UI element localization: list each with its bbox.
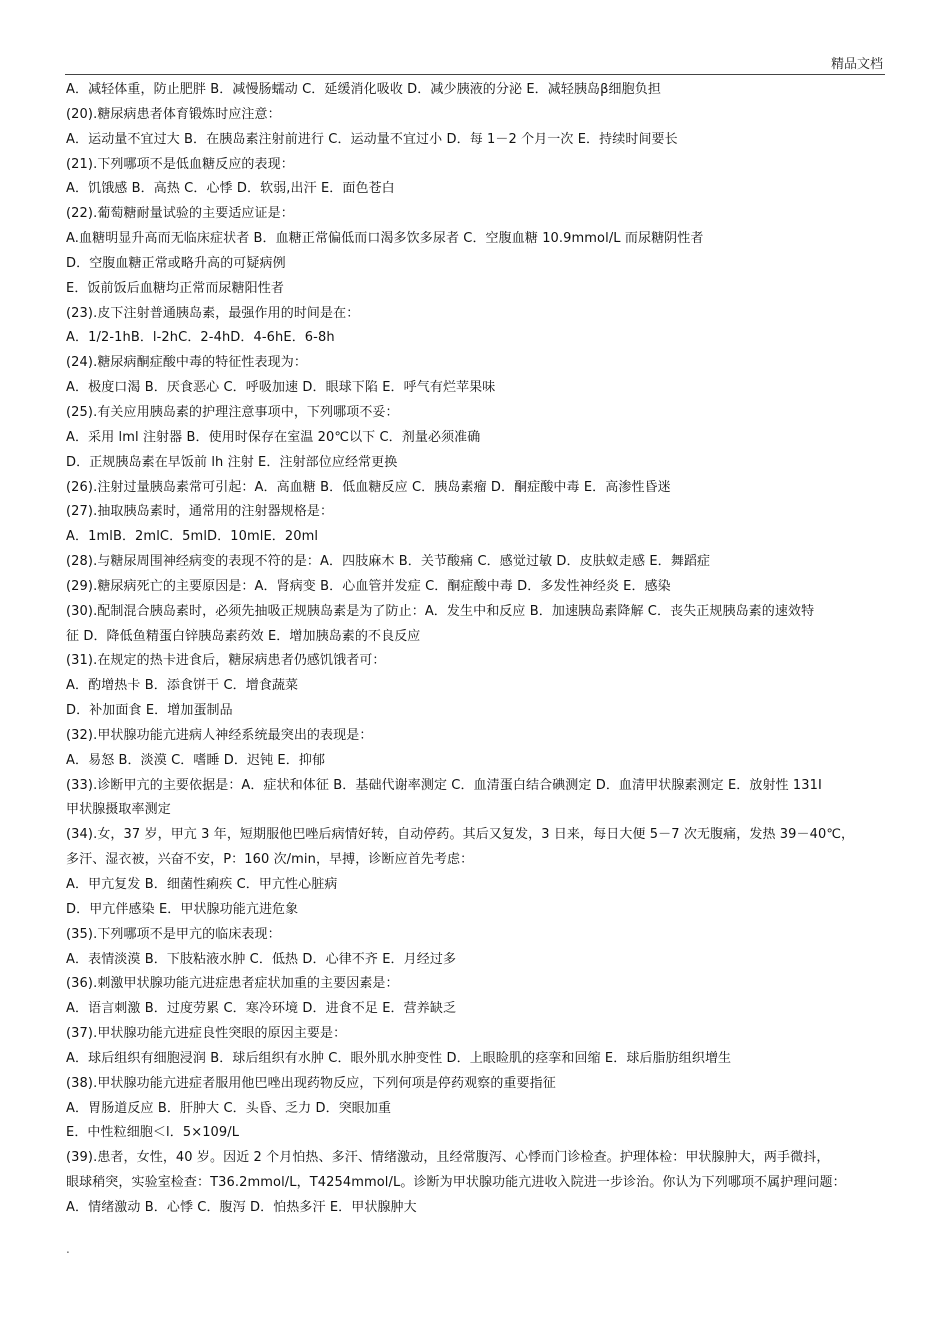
- question-with-options: (28).与糖尿周围神经病变的表现不符的是：A．四肢麻木 B．关节酸痛 C．感觉过敏 D．皮肤蚁走感 E．舞蹈症: [66, 554, 711, 570]
- question-stem: (21).下列哪项不是低血糖反应的表现：: [66, 156, 294, 172]
- question-stem: (27).抽取胰岛素时，通常用的注射器规格是：: [66, 504, 334, 520]
- answer-options: A．甲亢复发 B．细菌性痢疾 C．甲亢性心脏病: [66, 877, 338, 892]
- question-stem: (25).有关应用胰岛素的护理注意事项中，下列哪项不妥：: [66, 404, 399, 420]
- answer-options: D．补加面食 E．增加蛋制品: [66, 703, 233, 719]
- answer-options: A．极度口渴 B．厌食恶心 C．呼吸加速 D．眼球下陷 E．呼气有烂苹果味: [66, 380, 496, 396]
- answer-options: A．球后组织有细胞浸润 B．球后组织有水肿 C．眼外肌水肿变性 D．上眼睑肌的痉挛和回缩 E．球后脂肪组织增生: [66, 1050, 732, 1066]
- question-stem: (34).女，37 岁，甲亢 3 年，短期服他巴唑后病情好转，自动停药。其后又复发，3 日来，每日大便 5－7 次无腹痛，发热 39－40℃，: [66, 827, 855, 843]
- answer-options: D．甲亢伴感染 E．甲状腺功能亢进危象: [66, 901, 299, 917]
- answer-options: A.血糖明显升高而无临床症状者 B．血糖正常偏低而口渴多饮多尿者 C．空腹血糖 10.9mmol/L 而尿糖阴性者: [66, 231, 704, 247]
- question-stem: (36).刺激甲状腺功能亢进症患者症状加重的主要因素是：: [66, 976, 399, 992]
- answer-options: A．运动量不宜过大 B．在胰岛素注射前进行 C．运动量不宜过小 D．每 1－2 个月一次 E．持续时间要长: [66, 131, 678, 147]
- answer-options: A．酌增热卡 B．添食饼干 C．增食蔬菜: [66, 678, 299, 694]
- question-stem: (24).糖尿病酮症酸中毒的特征性表现为：: [66, 355, 307, 371]
- header-label: 精品文档: [830, 57, 883, 72]
- answer-options: D．正规胰岛素在早饭前 lh 注射 E．注射部位应经常更换: [66, 454, 398, 470]
- answer-options: A．1/2-1hB．l-2hC．2-4hD．4-6hE．6-8h: [66, 330, 335, 346]
- question-with-options: (30).配制混合胰岛素时，必须先抽吸正规胰岛素是为了防止：A．发生中和反应 B．加速胰岛素降解 C．丧失正规胰岛素的速效特: [66, 603, 815, 619]
- question-stem: (32).甲状腺功能亢进病人神经系统最突出的表现是：: [66, 727, 373, 743]
- question-with-options: (26).注射过量胰岛素常可引起：A．高血糖 B．低血糖反应 C．胰岛素瘤 D．酮症酸中毒 E．高渗性昏迷: [66, 479, 671, 495]
- answer-options: A．易怒 B．淡漠 C．嗜睡 D．迟钝 E．抑郁: [66, 752, 326, 768]
- answer-options: A．表情淡漠 B．下肢粘液水肿 C．低热 D．心律不齐 E．月经过多: [66, 951, 457, 967]
- question-stem: (35).下列哪项不是甲亢的临床表现：: [66, 926, 281, 942]
- question-with-options: (29).糖尿病死亡的主要原因是：A．肾病变 B．心血管并发症 C．酮症酸中毒 D．多发性神经炎 E．感染: [66, 578, 671, 594]
- document-body: [66, 78, 886, 1221]
- answer-options: 征 D．降低鱼精蛋白锌胰岛素药效 E．增加胰岛素的不良反应: [66, 628, 421, 644]
- answer-options: E．中性粒细胞＜l．5×109/L: [66, 1125, 240, 1141]
- question-stem: (31).在规定的热卡进食后，糖尿病患者仍感饥饿者可：: [66, 653, 386, 669]
- answer-options: E．饭前饭后血糖均正常而尿糖阳性者: [66, 280, 284, 296]
- question-stem: (22).葡萄糖耐量试验的主要适应证是：: [66, 206, 294, 222]
- question-with-options: (33).诊断甲亢的主要依据是：A．症状和体征 B．基础代谢率测定 C．血清蛋白结合碘测定 D．血清甲状腺素测定 E．放射性 131I: [66, 777, 822, 793]
- question-stem: (20).糖尿病患者体育锻炼时应注意：: [66, 106, 281, 122]
- question-stem: 眼球稍突，实验室检查：T36.2mmol/L，T4254mmol/L。诊断为甲状腺功能亢进收入院进一步诊治。你认为下列哪项不属护理问题：: [66, 1175, 846, 1191]
- answer-options: A．情绪激动 B．心悸 C．腹泻 D．怕热多汗 E．甲状腺肿大: [66, 1199, 417, 1215]
- page-header: [65, 56, 885, 75]
- question-stem: (38).甲状腺功能亢进症者服用他巴唑出现药物反应，下列何项是停药观察的重要指征: [66, 1075, 556, 1091]
- answer-options: A．1mlB．2mlC．5mlD．10mlE．20ml: [66, 529, 319, 545]
- question-stem: (39).患者，女性，40 岁。因近 2 个月怕热、多汗、情绪激动，且经常腹泻、心悸而门诊检查。护理体检：甲状腺肿大，两手微抖，: [66, 1150, 830, 1166]
- question-stem: (37).甲状腺功能亢进症良性突眼的原因主要是：: [66, 1026, 347, 1042]
- answer-options: A．胃肠道反应 B．肝肿大 C．头昏、乏力 D．突眼加重: [66, 1100, 392, 1116]
- answer-options: 甲状腺摄取率测定: [66, 802, 171, 818]
- answer-options: D．空腹血糖正常或略升高的可疑病例: [66, 255, 286, 271]
- text-line: A．减轻体重，防止肥胖 B．减慢肠蠕动 C．延缓消化吸收 D．减少胰液的分泌 E．减轻胰岛β细胞负担: [66, 82, 661, 97]
- question-stem: (23).皮下注射普通胰岛素，最强作用的时间是在：: [66, 305, 360, 321]
- answer-options: A．语言刺激 B．过度劳累 C．寒冷环境 D．进食不足 E．营养缺乏: [66, 1001, 457, 1017]
- question-stem: 多汗、湿衣被，兴奋不安，P：160 次/min，早搏，诊断应首先考虑：: [66, 852, 474, 868]
- answer-options: A．采用 lml 注射器 B．使用时保存在室温 20℃以下 C．剂量必须准确: [66, 429, 481, 445]
- footer-mark: .: [66, 1242, 70, 1256]
- answer-options: A．饥饿感 B．高热 C．心悸 D．软弱,出汗 E．面色苍白: [66, 181, 395, 197]
